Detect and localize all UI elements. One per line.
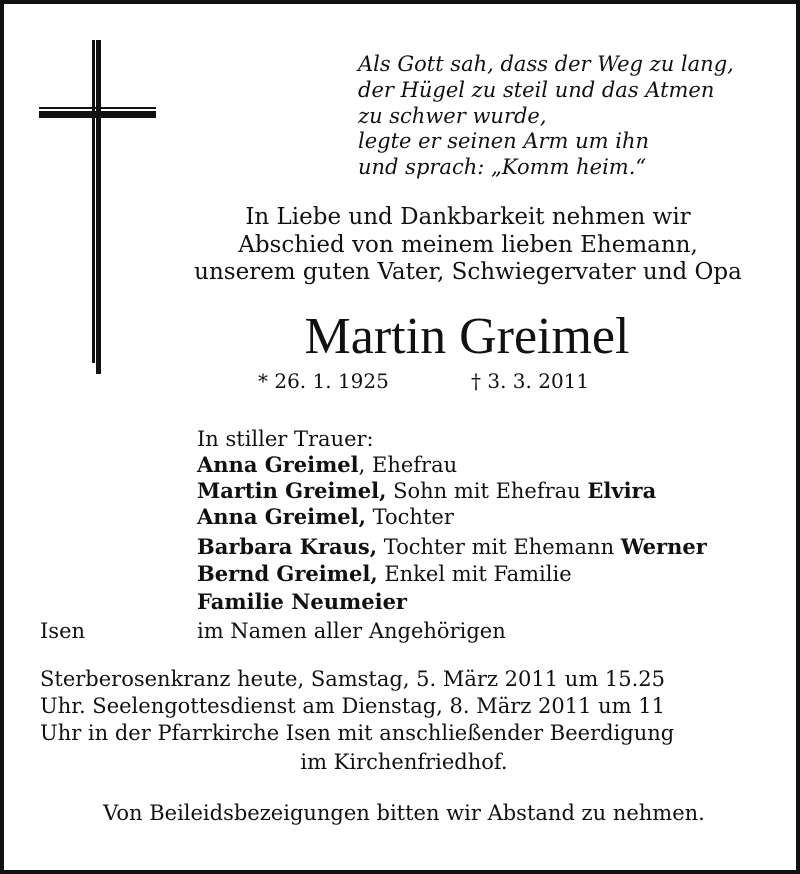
mourner-entry [197,452,457,478]
intro-line: In Liebe und Dankbarkeit nehmen wir [245,204,691,230]
mourner-name: Bernd Greimel, [197,561,378,586]
intro-line: unserem guten Vater, Schwiegervater und Opa [194,259,742,285]
mourner-entry [197,478,656,504]
service-line: Sterberosenkranz heute, Samstag, 5. März 2011 um 15.25 [40,667,666,691]
condolence-request: Von Beileidsbezeigungen bitten wir Abstand zu nehmen. [103,801,705,825]
birth-date: * 26. 1. 1925 [258,369,389,393]
mourner-entry [197,534,707,560]
poem-line: zu schwer wurde, [358,104,547,128]
poem-line: und sprach: „Komm heim.“ [358,155,647,179]
place-name: Isen [40,619,86,643]
mourner-name: Anna Greimel, [197,504,366,529]
poem-line: der Hügel zu steil und das Atmen [358,78,715,102]
mourner-name: Martin Greimel, [197,478,387,503]
mourner-name: Familie Neumeier [197,589,407,614]
service-line: im Kirchenfriedhof. [300,750,508,774]
service-line: Uhr. Seelengottesdienst am Dienstag, 8. März 2011 um 11 [40,694,665,718]
mourner-partner: Elvira [587,478,657,503]
death-date: † 3. 3. 2011 [471,369,590,393]
mourner-partner: Werner [620,534,707,559]
service-line: Uhr in der Pfarrkirche Isen mit anschließender Beerdigung [40,721,675,745]
deceased-name: Martin Greimel [304,308,630,365]
mourner-name: Barbara Kraus, [197,534,378,559]
mourner-relation: Tochter [365,505,454,529]
mourning-heading: In stiller Trauer: [197,427,374,451]
mourner-relation: Tochter mit Ehemann [377,535,621,559]
intro-line: Abschied von meinem lieben Ehemann, [238,232,698,258]
mourning-closing: im Namen aller Angehörigen [197,619,506,643]
mourner-relation: Sohn mit Ehefrau [386,479,588,503]
mourner-name: Anna Greimel [197,452,359,477]
mourner-entry [197,504,454,530]
mourner-entry [197,589,407,615]
mourner-relation: Enkel mit Familie [377,562,572,586]
mourner-entry [197,561,572,587]
poem-line: legte er seinen Arm um ihn [358,129,650,153]
mourner-relation: , Ehefrau [358,453,458,477]
poem-line: Als Gott sah, dass der Weg zu lang, [358,52,734,76]
